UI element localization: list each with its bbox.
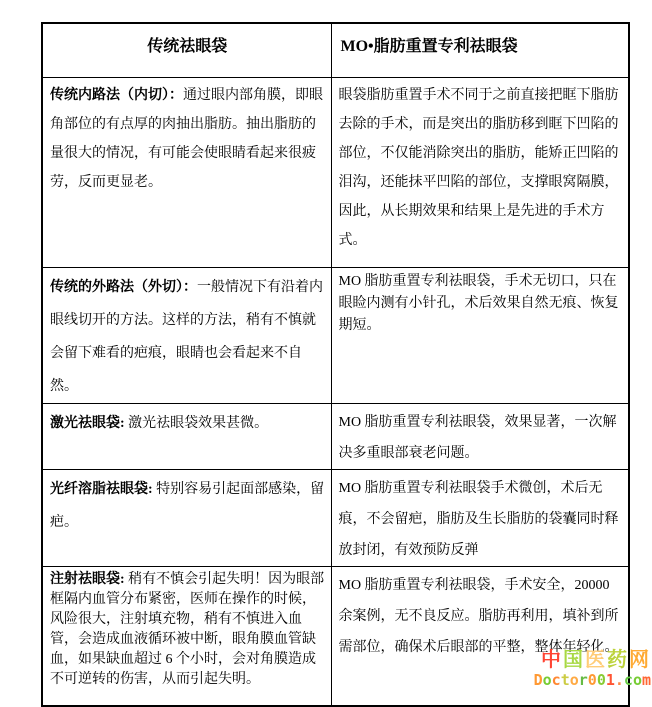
table-header-row <box>42 23 629 77</box>
table-row <box>42 267 629 403</box>
header-mo-method-label: MO•脂肪重置专利祛眼袋 <box>340 38 518 56</box>
cell-mo-row1 <box>331 77 629 267</box>
cell-injection <box>42 566 331 706</box>
watermark-line1: 中国医药网 <box>541 649 651 671</box>
table-row <box>42 77 629 267</box>
table-row <box>42 403 629 469</box>
watermark-line2: Doctor001.com <box>533 671 651 689</box>
mo-description: 眼袋脂肪重置手术不同于之前直接把眶下脂肪去除的手术，而是突出的脂肪移到眶下凹陷的部位，不仅能消除突出的脂肪，能矫正凹陷的泪沟，还能抹平凹陷的部位，支撑眼窝隔膜，因此，从长期效果和结果上是先进的手术方式。 <box>338 87 619 248</box>
method-label: 注射祛眼袋: <box>50 571 125 587</box>
cell-mo-row3 <box>331 403 629 469</box>
method-description: 激光祛眼袋效果甚微。 <box>124 415 269 431</box>
comparison-table <box>41 22 630 707</box>
method-label: 传统内路法（内切）： <box>50 87 183 103</box>
mo-description: MO 脂肪重置专利祛眼袋，手术无切口，只在眼睑内测有小针孔，术后效果自然无痕、恢复期短。 <box>338 273 619 333</box>
header-traditional <box>42 23 331 77</box>
method-description: 稍有不慎会引起失明！因为眼部框隔内血管分布紧密，医师在操作的时候，风险很大，注射填充物，稍有不慎进入血管，会造成血液循环被中断，眼角膜血管缺血，如果缺血超过 6 个小时，会对角膜造成不可逆转的伤害，从而引起失明。 <box>50 571 325 687</box>
mo-description: MO 脂肪重置专利祛眼袋，手术安全，20000 余案例，无不良反应。脂肪再利用，填补到所需部位，确保术后眼部的平整，整体年轻化。 <box>338 577 619 655</box>
method-label: 激光祛眼袋: <box>50 415 125 431</box>
mo-description: MO 脂肪重置专利祛眼袋，效果显著，一次解决多重眼部衰老问题。 <box>338 414 617 461</box>
cell-mo-row2 <box>331 267 629 403</box>
cell-fiber-lipolysis <box>42 469 331 566</box>
header-mo-method <box>331 23 629 77</box>
cell-laser <box>42 403 331 469</box>
method-description: 通过眼内部角膜，即眼角部位的有点厚的肉抽出脂肪。抽出脂肪的量很大的情况，有可能会使眼睛看起来很疲劳，反而更显老。 <box>50 87 323 190</box>
header-traditional-label: 传统祛眼袋 <box>147 38 228 56</box>
method-label: 光纤溶脂祛眼袋: <box>50 481 153 497</box>
cell-external-incision <box>42 267 331 403</box>
method-label: 传统的外路法（外切）： <box>50 279 197 295</box>
table-row <box>42 469 629 566</box>
method-description: 特别容易引起面部感染，留疤。 <box>50 481 325 530</box>
site-watermark <box>534 650 651 688</box>
cell-mo-row4 <box>331 469 629 566</box>
method-description: 一般情况下有沿着内眼线切开的方法。这样的方法，稍有不慎就会留下难看的疤痕，眼睛也会看起来不自然。 <box>50 279 323 394</box>
cell-internal-incision <box>42 77 331 267</box>
mo-description: MO 脂肪重置专利祛眼袋手术微创，术后无痕，不会留疤，脂肪及生长脂肪的袋囊同时释放封闭，有效预防反弹 <box>338 480 619 558</box>
